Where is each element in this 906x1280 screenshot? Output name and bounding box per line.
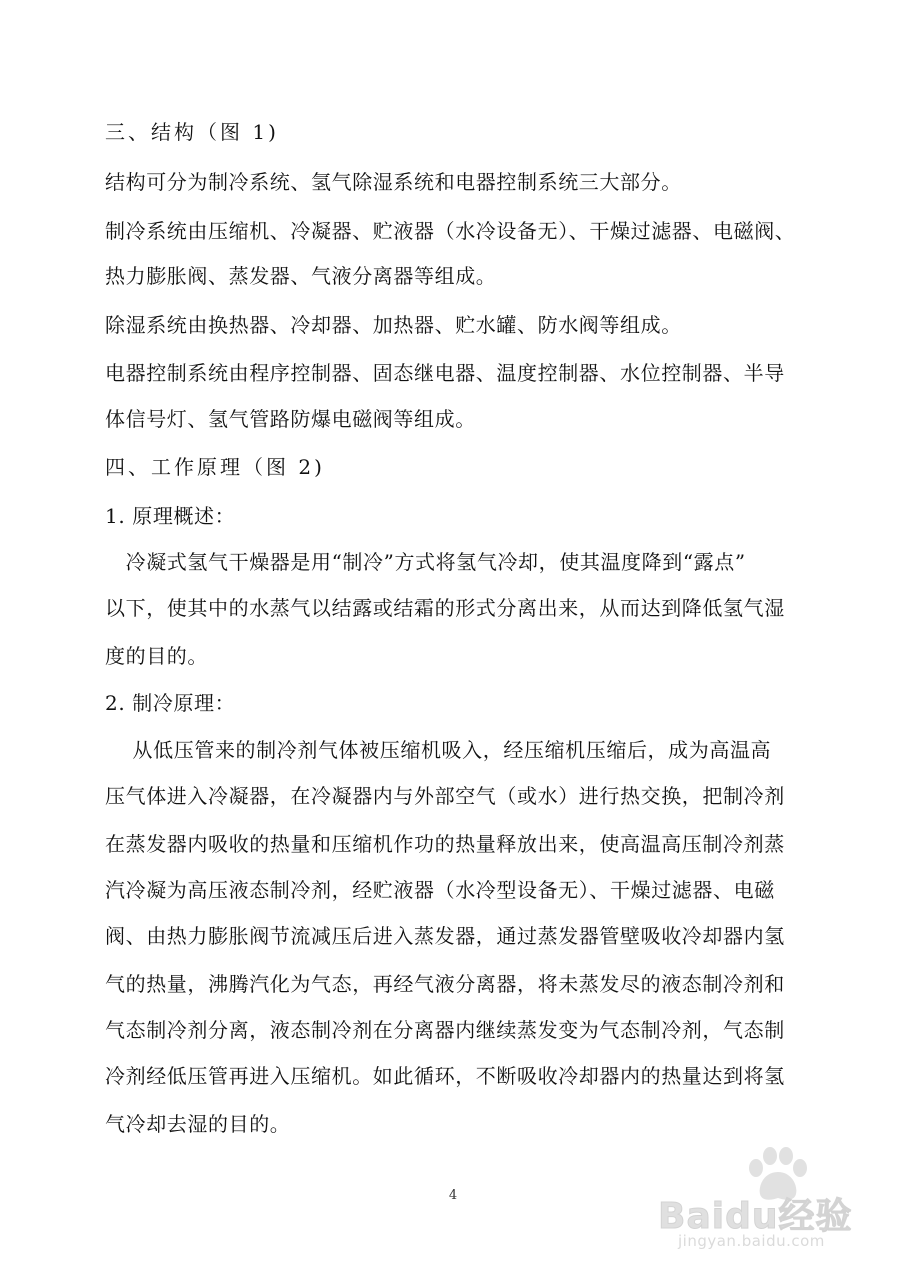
paragraph-line: 汽冷凝为高压液态制冷剂，经贮液器（水冷型设备无）、干燥过滤器、电磁: [105, 878, 775, 902]
paragraph-line: 体信号灯、氢气管路防爆电磁阀等组成。: [105, 407, 476, 431]
paragraph-line: 除湿系统由换热器、冷却器、加热器、贮水罐、防水阀等组成。: [105, 313, 682, 337]
section-heading-structure: 三、结构（图 1): [105, 120, 279, 144]
paragraph-line: 压气体进入冷凝器，在冷凝器内与外部空气（或水）进行热交换，把制冷剂: [105, 784, 785, 808]
paragraph-line: 结构可分为制冷系统、氢气除湿系统和电器控制系统三大部分。: [105, 170, 682, 194]
paragraph-line: 气冷却去湿的目的。: [105, 1112, 291, 1136]
paragraph-line: 电器控制系统由程序控制器、固态继电器、温度控制器、水位控制器、半导: [105, 361, 785, 385]
paragraph-line: 制冷系统由压缩机、冷凝器、贮液器（水冷设备无）、干燥过滤器、电磁阀、: [105, 219, 796, 243]
paragraph-line: 冷剂经低压管再进入压缩机。如此循环，不断吸收冷却器内的热量达到将氢: [105, 1064, 785, 1088]
paragraph-line: 冷凝式氢气干燥器是用“制冷”方式将氢气冷却，使其温度降到“露点”: [105, 550, 746, 574]
baidu-jingyan-watermark: [658, 1146, 888, 1256]
paragraph-line: 阀、由热力膨胀阀节流减压后进入蒸发器，通过蒸发器管壁吸收冷却器内氢: [105, 924, 785, 948]
paragraph-line: 在蒸发器内吸收的热量和压缩机作功的热量释放出来，使高温高压制冷剂蒸: [105, 832, 785, 856]
paragraph-line: 气态制冷剂分离，液态制冷剂在分离器内继续蒸发变为气态制冷剂，气态制: [105, 1018, 785, 1042]
paragraph-line: 热力膨胀阀、蒸发器、气液分离器等组成。: [105, 264, 497, 288]
paragraph-line: 以下，使其中的水蒸气以结露或结霜的形式分离出来，从而达到降低氢气湿: [105, 596, 785, 620]
section-heading-principle: 四、工作原理（图 2): [105, 455, 325, 479]
watermark-brand: Baidu经验: [658, 1196, 853, 1237]
paragraph-line: 从低压管来的制冷剂气体被压缩机吸入，经压缩机压缩后，成为高温高: [105, 738, 772, 762]
subsection-heading-refrigeration: 2. 制冷原理：: [105, 691, 236, 715]
page-number: 4: [448, 1188, 458, 1203]
subsection-heading-overview: 1. 原理概述：: [105, 504, 236, 528]
watermark-url: jingyan.baidu.com: [678, 1232, 825, 1250]
paragraph-line: 气的热量，沸腾汽化为气态，再经气液分离器，将未蒸发尽的液态制冷剂和: [105, 972, 785, 996]
paragraph-line: 度的目的。: [105, 644, 208, 668]
